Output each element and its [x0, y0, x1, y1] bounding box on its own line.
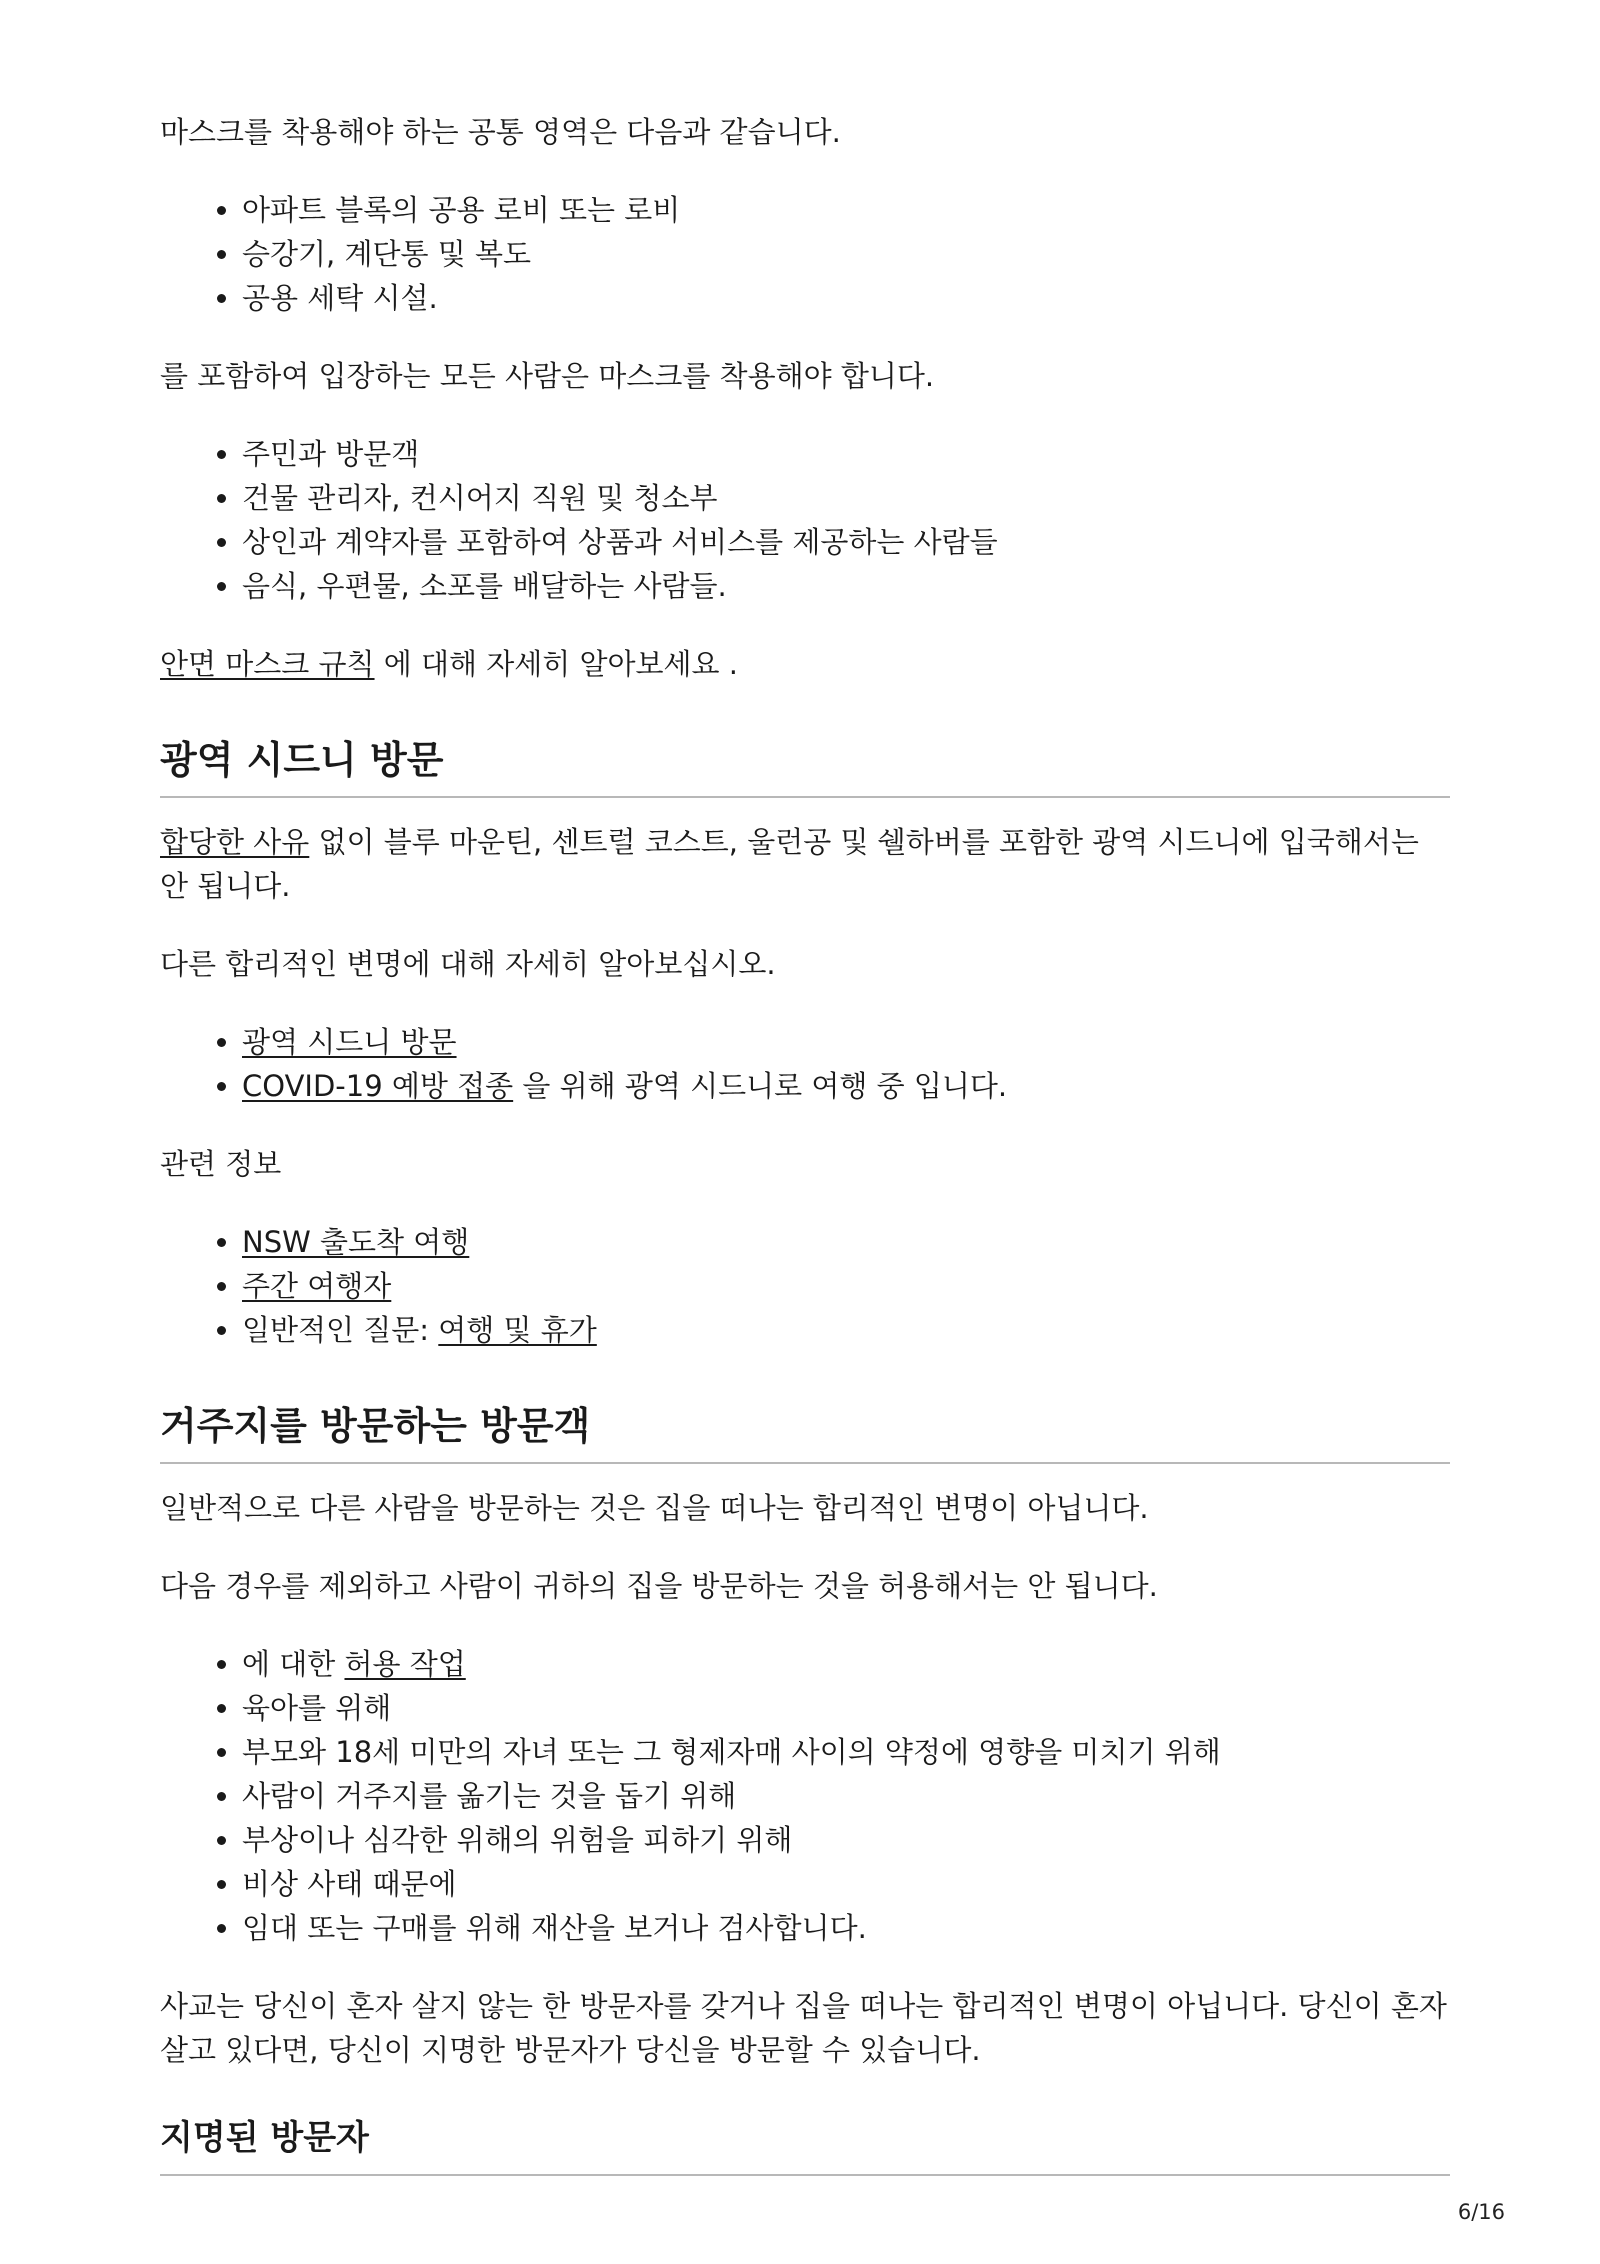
list-item: • 임대 또는 구매를 위해 재산을 보거나 검사합니다. [242, 1906, 1450, 1950]
list-item [242, 1642, 1450, 1686]
visitors-paragraph-2: 다음 경우를 제외하고 사람이 귀하의 집을 방문하는 것을 허용해서는 안 됩니다. [160, 1569, 1158, 1603]
list-item: • 사람이 거주지를 옮기는 것을 돕기 위해 [242, 1774, 1450, 1818]
list-item [242, 1220, 1450, 1264]
permitted-work-link[interactable]: 허용 작업 [344, 1647, 466, 1681]
list-item: • 공용 세탁 시설. [242, 276, 1450, 320]
socialising-paragraph: 사교는 당신이 혼자 살지 않는 한 방문자를 갖거나 집을 떠나는 합리적인 변명이 아닙니다. 당신이 혼자 살고 있다면, 당신이 지명한 방문자가 당신을 방문할 수 있습니다. [160, 1989, 1447, 2067]
mask-rules-paragraph [160, 642, 1450, 686]
list-item [242, 1308, 1450, 1352]
faq-label: 일반적인 질문: [242, 1313, 439, 1347]
interstate-travellers-link[interactable]: 주간 여행자 [242, 1269, 392, 1303]
list-item: • 건물 관리자, 컨시어지 직원 및 청소부 [242, 476, 1450, 520]
list-item: • 상인과 계약자를 포함하여 상품과 서비스를 제공하는 사람들 [242, 520, 1450, 564]
regional-paragraph [160, 820, 1450, 908]
list-item: • 부모와 18세 미만의 자녀 또는 그 형제자매 사이의 약정에 영향을 미치기 위해 [242, 1730, 1450, 1774]
regional-more: 다른 합리적인 변명에 대해 자세히 알아보십시오. [160, 947, 776, 981]
permitted-work-prefix: 에 대한 [242, 1647, 345, 1681]
list-item [242, 1064, 1450, 1108]
section-heading-regional: 광역 시드니 방문 [160, 734, 1450, 798]
list-item [242, 1264, 1450, 1308]
people-lead: 를 포함하여 입장하는 모든 사람은 마스크를 착용해야 합니다. [160, 359, 935, 393]
mask-rules-link[interactable]: 안면 마스크 규칙 [160, 647, 375, 681]
visitor-exceptions-list [160, 1642, 1450, 1950]
visitors-paragraph-1: 일반적으로 다른 사람을 방문하는 것은 집을 떠나는 합리적인 변명이 아닙니다. [160, 1491, 1149, 1525]
regional-visit-link[interactable]: 광역 시드니 방문 [242, 1025, 457, 1059]
page-number: 6/16 [1457, 2200, 1505, 2224]
section-heading-named-visitors: 지명된 방문자 [160, 2112, 1450, 2176]
list-item: • 음식, 우편물, 소포를 배달하는 사람들. [242, 564, 1450, 608]
list-item: • 아파트 블록의 공용 로비 또는 로비 [242, 188, 1450, 232]
list-item: • 육아를 위해 [242, 1686, 1450, 1730]
related-info-list [160, 1220, 1450, 1352]
vaccination-link[interactable]: COVID-19 예방 접종 [242, 1069, 514, 1103]
nsw-travel-link[interactable]: NSW 출도착 여행 [242, 1225, 470, 1259]
list-item: • 부상이나 심각한 위해의 위험을 피하기 위해 [242, 1818, 1450, 1862]
regional-links-list [160, 1020, 1450, 1108]
people-list [160, 432, 1450, 608]
reasonable-excuse-link[interactable]: 합당한 사유 [160, 825, 310, 859]
section-heading-visitors: 거주지를 방문하는 방문객 [160, 1400, 1450, 1464]
list-item: • 주민과 방문객 [242, 432, 1450, 476]
vaccination-tail: 을 위해 광역 시드니로 여행 중 입니다. [513, 1069, 1008, 1103]
list-item: • 승강기, 계단통 및 복도 [242, 232, 1450, 276]
regional-paragraph-text: 없이 블루 마운틴, 센트럴 코스트, 울런공 및 쉘하버를 포함한 광역 시드니에 입국해서는 안 됩니다. [160, 825, 1419, 903]
travel-holidays-link[interactable]: 여행 및 휴가 [438, 1313, 597, 1347]
mask-rules-tail: 에 대해 자세히 알아보세요 . [374, 647, 739, 681]
common-areas-list [160, 188, 1450, 320]
list-item [242, 1020, 1450, 1064]
common-areas-lead: 마스크를 착용해야 하는 공통 영역은 다음과 같습니다. [160, 115, 841, 149]
related-info-label: 관련 정보 [160, 1147, 282, 1181]
list-item: • 비상 사태 때문에 [242, 1862, 1450, 1906]
document-page [160, 110, 1450, 2198]
